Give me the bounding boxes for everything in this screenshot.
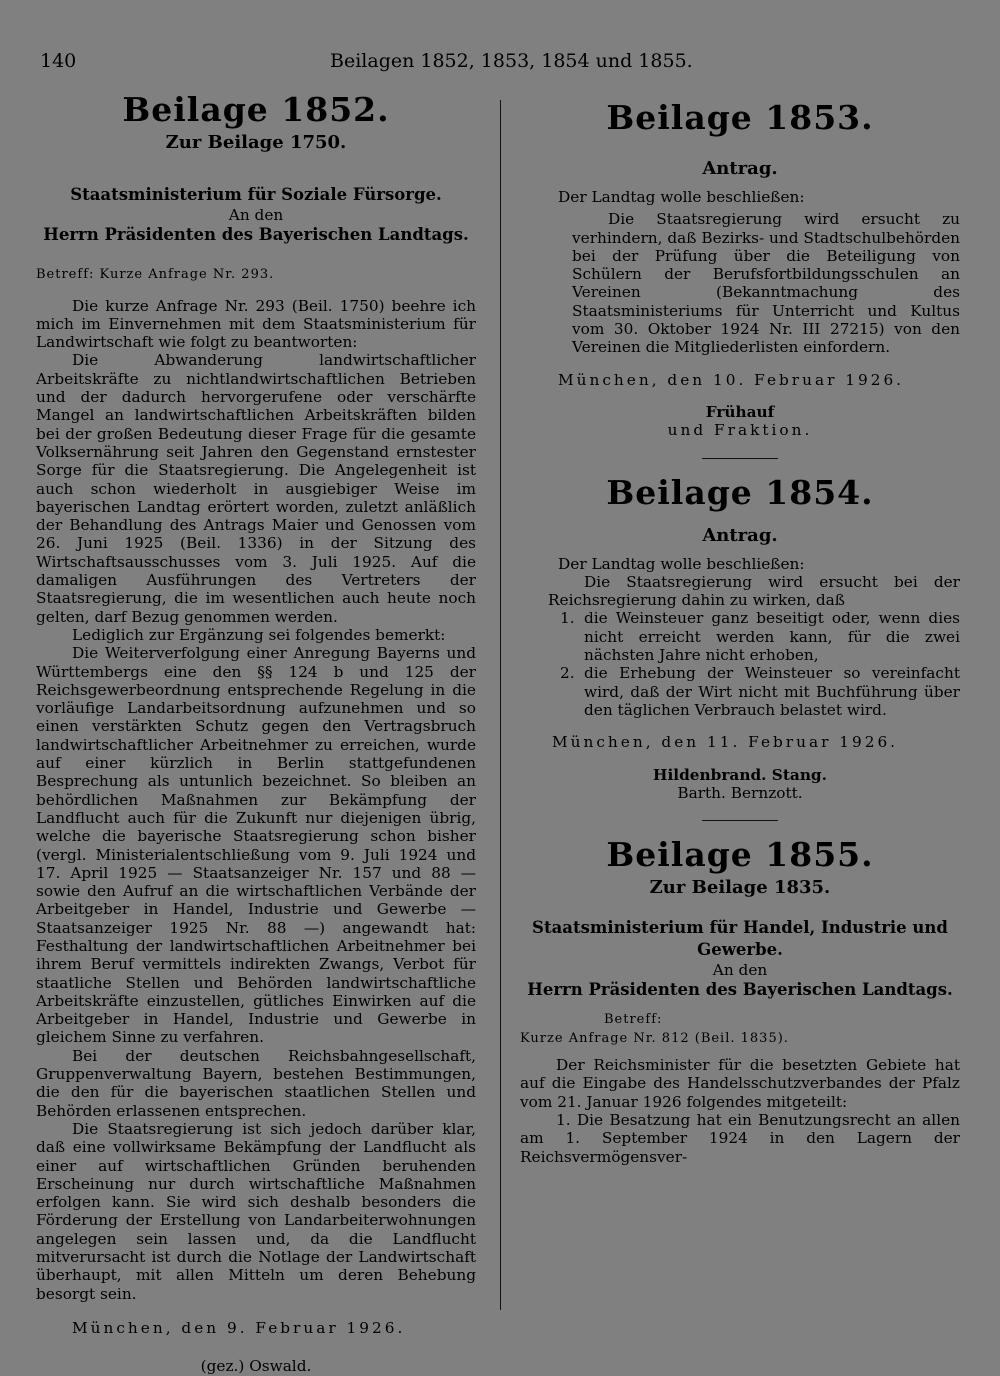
beilage-1853-sig-2: und Fraktion. bbox=[667, 421, 813, 440]
right-column bbox=[520, 90, 960, 1166]
beilage-1852-title: Beilage 1852. bbox=[122, 90, 390, 129]
beilage-1853-kind: Antrag. bbox=[702, 158, 778, 179]
beilage-1855-item-1: 1. Die Besatzung hat ein Benutzungsrecht an allen am 1. September 1924 in den Lagern der Reichsvermögensver- bbox=[520, 1110, 960, 1166]
beilage-1852-subtitle: Zur Beilage 1750. bbox=[165, 132, 347, 153]
page-number: 140 bbox=[40, 50, 77, 72]
beilage-1853-body: Die Staatsregierung wird ersucht zu verhindern, daß Bezirks- und Stadtschulbehörden bei der Prüfung über die Beteiligung von Schülern der Berufsfortbildungsschulen an Vereinen (Bekanntmachung des Staatsministeriums für Unterricht und Kultus vom 30. Oktober 1924 Nr. III 27215) von den Vereinen die Mitgliederlisten einfordern. bbox=[572, 210, 961, 357]
beilage-1855-betreff-label: Betreff: bbox=[604, 1012, 663, 1028]
beilage-1852-an-den: An den bbox=[228, 206, 284, 224]
beilage-1852-ministry: Staatsministerium für Soziale Fürsorge. bbox=[70, 185, 442, 204]
beilage-1855-betreff: Kurze Anfrage Nr. 812 (Beil. 1835). bbox=[520, 1030, 789, 1046]
item-number: 2. bbox=[560, 664, 575, 683]
running-head: Beilagen 1852, 1853, 1854 und 1855. bbox=[330, 50, 693, 72]
beilage-1853-intro: Der Landtag wolle beschließen: bbox=[558, 188, 805, 206]
beilage-1855-an-den: An den bbox=[712, 961, 768, 980]
beilage-1852-para-3: Lediglich zur Ergänzung sei folgendes bemerkt: bbox=[72, 625, 446, 644]
beilage-1852-addressee: Herrn Präsidenten des Bayerischen Landtags. bbox=[43, 225, 469, 245]
beilage-1852-para-5: Bei der deutschen Reichsbahngesellschaft, Gruppenverwaltung Bayern, bestehen Bestimmungen, die den für die bayerischen staatlichen Stellen und Behörden erlassenen entsprechen. bbox=[36, 1046, 476, 1120]
beilage-1854-item-1 bbox=[520, 609, 960, 664]
item-number: 1. bbox=[560, 609, 575, 628]
beilage-1855-para: Der Reichsminister für die besetzten Gebiete hat auf die Eingabe des Handelsschutzverbandes der Pfalz vom 21. Januar 1926 folgendes mitgeteilt: bbox=[520, 1056, 960, 1111]
beilage-1855-addressee: Herrn Präsidenten des Bayerischen Landtags. bbox=[527, 980, 953, 1000]
beilage-1854-date: München, den 11. Februar 1926. bbox=[552, 733, 899, 752]
beilage-1854-item-2 bbox=[520, 664, 960, 719]
beilage-1852-para-2: Die Abwanderung landwirtschaftlicher Arbeitskräfte zu nichtlandwirtschaftlichen Betrieben und der dadurch hervorgerufene oder verschärfte Mangel an landwirtschaftlichen Arbeitskräften bilden bei der großen Bedeutung dieser Frage für die gesamte Volksernährung seit Jahren den Gegenstand ernstester Sorge für die Staatsregierung. Die Angelegenheit ist auch schon wiederholt in ausgiebiger Weise im bayerischen Landtag erörtert worden, zuletzt anläßlich der Behandlung des Antrags Maier und Genossen vom 26. Juni 1925 (Beil. 1336) in der Sitzung des Wirtschaftsausschusses vom 3. Juli 1925. Auf die damaligen Ausführungen des Vertreters der Staatsregierung, die im wesentlichen auch heute noch gelten, darf Bezug genommen werden. bbox=[36, 351, 476, 626]
beilage-1854-sig-2: Barth. Bernzott. bbox=[677, 783, 803, 802]
item-text: die Erhebung der Weinsteuer so vereinfacht wird, daß der Wirt nicht mit Buchführung über den täglichen Verbrauch belastet wird. bbox=[584, 664, 960, 719]
beilage-1852-signature: (gez.) Oswald. bbox=[200, 1357, 312, 1376]
beilage-1855-subtitle: Zur Beilage 1835. bbox=[649, 877, 831, 899]
beilage-1852-para-6: Die Staatsregierung ist sich jedoch darüber klar, daß eine vollwirksame Bekämpfung der Landflucht als einer auf wirtschaftlichen Gründen beruhenden Erscheinung nur durch wirtschaftliche Maßnahmen erfolgen kann. Sie wird sich deshalb besonders die Förderung der Erstellung von Landarbeiterwohnungen angelegen sein lassen und, da die Landflucht mitverursacht ist durch die Notlage der Landwirtschaft überhaupt, mit allen Mitteln um deren Behebung besorgt sein. bbox=[36, 1119, 476, 1303]
beilage-1854-lead: Die Staatsregierung wird ersucht bei der Reichsregierung dahin zu wirken, daß bbox=[548, 572, 960, 610]
item-text: die Weinsteuer ganz beseitigt oder, wenn dies nicht erreicht werden kann, für die zwei nächsten Jahre nicht erhoben, bbox=[584, 609, 960, 665]
column-divider bbox=[500, 100, 501, 1310]
beilage-1854-sig-1: Hildenbrand. Stang. bbox=[653, 765, 827, 784]
beilage-1854-intro: Der Landtag wolle beschließen: bbox=[558, 554, 805, 573]
beilage-1852-date: München, den 9. Februar 1926. bbox=[72, 1318, 406, 1337]
beilage-1852-betreff: Betreff: Kurze Anfrage Nr. 293. bbox=[36, 267, 275, 283]
beilage-1853-title: Beilage 1853. bbox=[606, 98, 874, 137]
beilage-1852-para-1: Die kurze Anfrage Nr. 293 (Beil. 1750) beehre ich mich im Einvernehmen mit dem Staatsministerium für Landwirtschaft wie folgt zu beantworten: bbox=[36, 296, 476, 352]
beilage-1853-date: München, den 10. Februar 1926. bbox=[558, 370, 905, 389]
page-header bbox=[0, 50, 1000, 80]
left-column bbox=[36, 90, 476, 1376]
beilage-1854-kind: Antrag. bbox=[702, 524, 778, 546]
beilage-1855-ministry: Staatsministerium für Handel, Industrie und Gewerbe. bbox=[532, 918, 948, 960]
beilage-1853-sig-1: Frühauf bbox=[705, 402, 775, 421]
beilage-1855-title: Beilage 1855. bbox=[606, 835, 874, 875]
beilage-1852-para-4: Die Weiterverfolgung einer Anregung Bayerns und Württembergs eine den §§ 124 b und 125 der Reichsgewerbeordnung entsprechende Regelung in die vorläufige Landarbeitsordnung aufzunehmen und so einen verstärkten Schutz gegen den Vertragsbruch landwirtschaftlicher Arbeitnehmer zu erreichen, wurde auf einer kürzlich in Berlin stattgefundenen Besprechung als untunlich bezeichnet. So bleiben an behördlichen Maßnahmen zur Bekämpfung der Landflucht auch für die Zukunft nur diejenigen übrig, welche die bayerische Staatsregierung schon bisher (vergl. Ministerialentschließung vom 9. Juli 1924 und 17. April 1925 — Staatsanzeiger Nr. 157 und 88 — sowie den Aufruf an die wirtschaftlichen Verbände der Arbeitgeber in Handel, Industrie und Gewerbe — Staatsanzeiger 1925 Nr. 88 —) angewandt hat: Festhaltung der landwirtschaftlichen Arbeitnehmer bei ihrem Beruf vermittels indirekten Zwangs, Verbot für staatliche Stellen und Behörden landwirtschaftliche Arbeitskräfte einzustellen, gütliches Einwirken auf die Arbeitgeber in Handel, Industrie und Gewerbe in gleichem Sinne zu verfahren. bbox=[36, 644, 476, 1047]
beilage-1854-title: Beilage 1854. bbox=[606, 472, 874, 512]
